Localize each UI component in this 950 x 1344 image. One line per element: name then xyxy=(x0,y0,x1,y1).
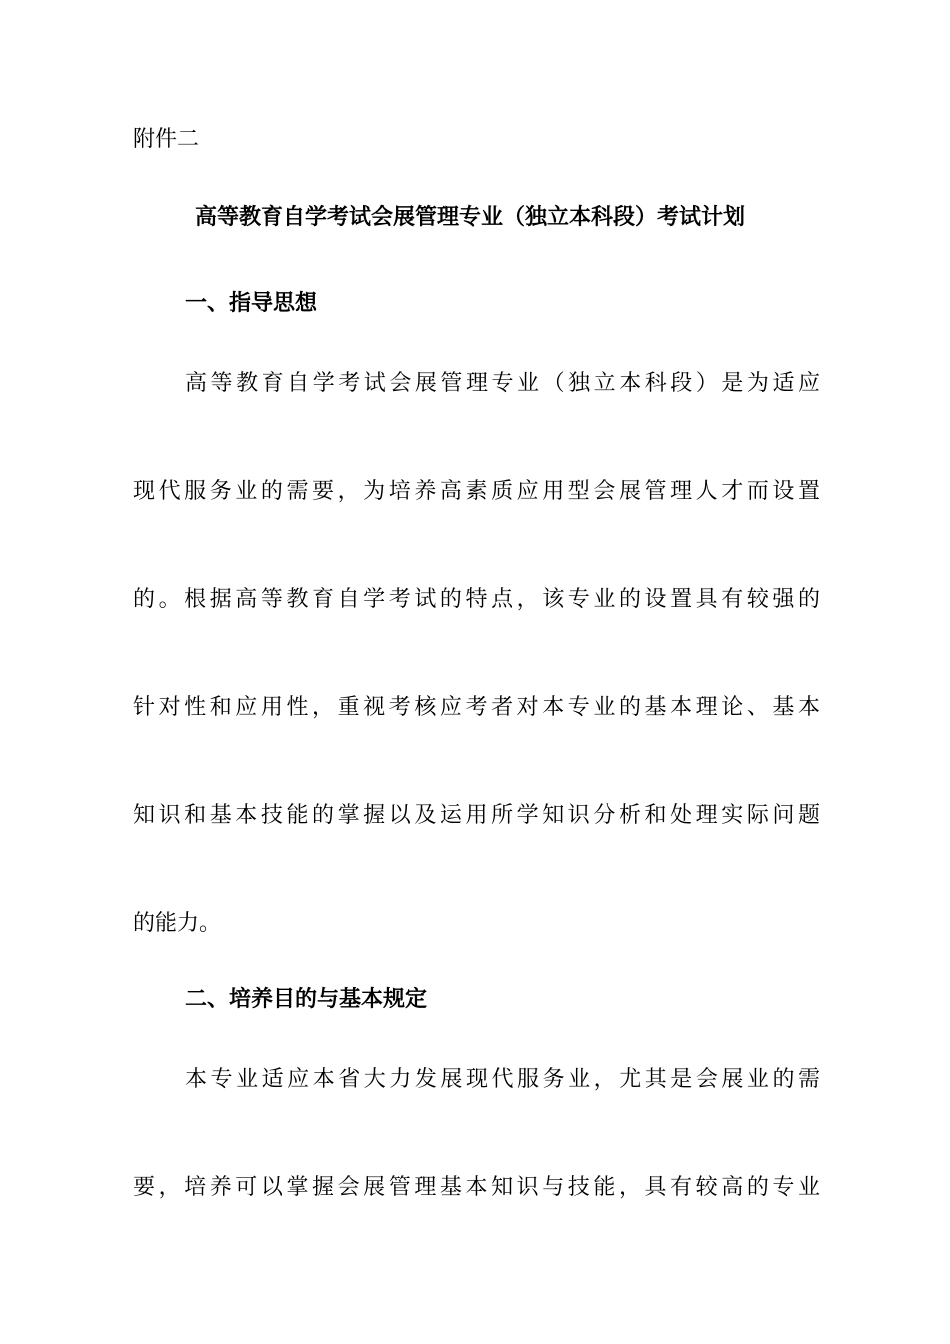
paragraph-line: 本专业适应本省大力发展现代服务业，尤其是会展业的需 xyxy=(185,1067,820,1092)
paragraph-line: 知识和基本技能的掌握以及运用所学知识分析和处理实际问题 xyxy=(133,803,820,828)
paragraph-line: 现代服务业的需要，为培养高素质应用型会展管理人才而设置 xyxy=(133,479,820,504)
paragraph-line: 高等教育自学考试会展管理专业（独立本科段）是为适应 xyxy=(185,371,820,396)
paragraph-line: 针对性和应用性，重视考核应考者对本专业的基本理论、基本 xyxy=(133,695,820,720)
document-title: 高等教育自学考试会展管理专业（独立本科段）考试计划 xyxy=(194,205,745,230)
paragraph-line: 的。根据高等教育自学考试的特点，该专业的设置具有较强的 xyxy=(133,587,820,612)
paragraph-line: 要，培养可以掌握会展管理基本知识与技能，具有较高的专业 xyxy=(133,1175,820,1200)
paragraph-line: 的能力。 xyxy=(133,911,222,936)
section-paragraph-training-objectives xyxy=(133,1060,820,1300)
attachment-label: 附件二 xyxy=(133,127,200,152)
section-heading-training-objectives: 二、培养目的与基本规定 xyxy=(185,987,428,1012)
section-heading-guiding-ideology: 一、指导思想 xyxy=(185,291,318,316)
section-paragraph-guiding-ideology xyxy=(133,364,820,944)
